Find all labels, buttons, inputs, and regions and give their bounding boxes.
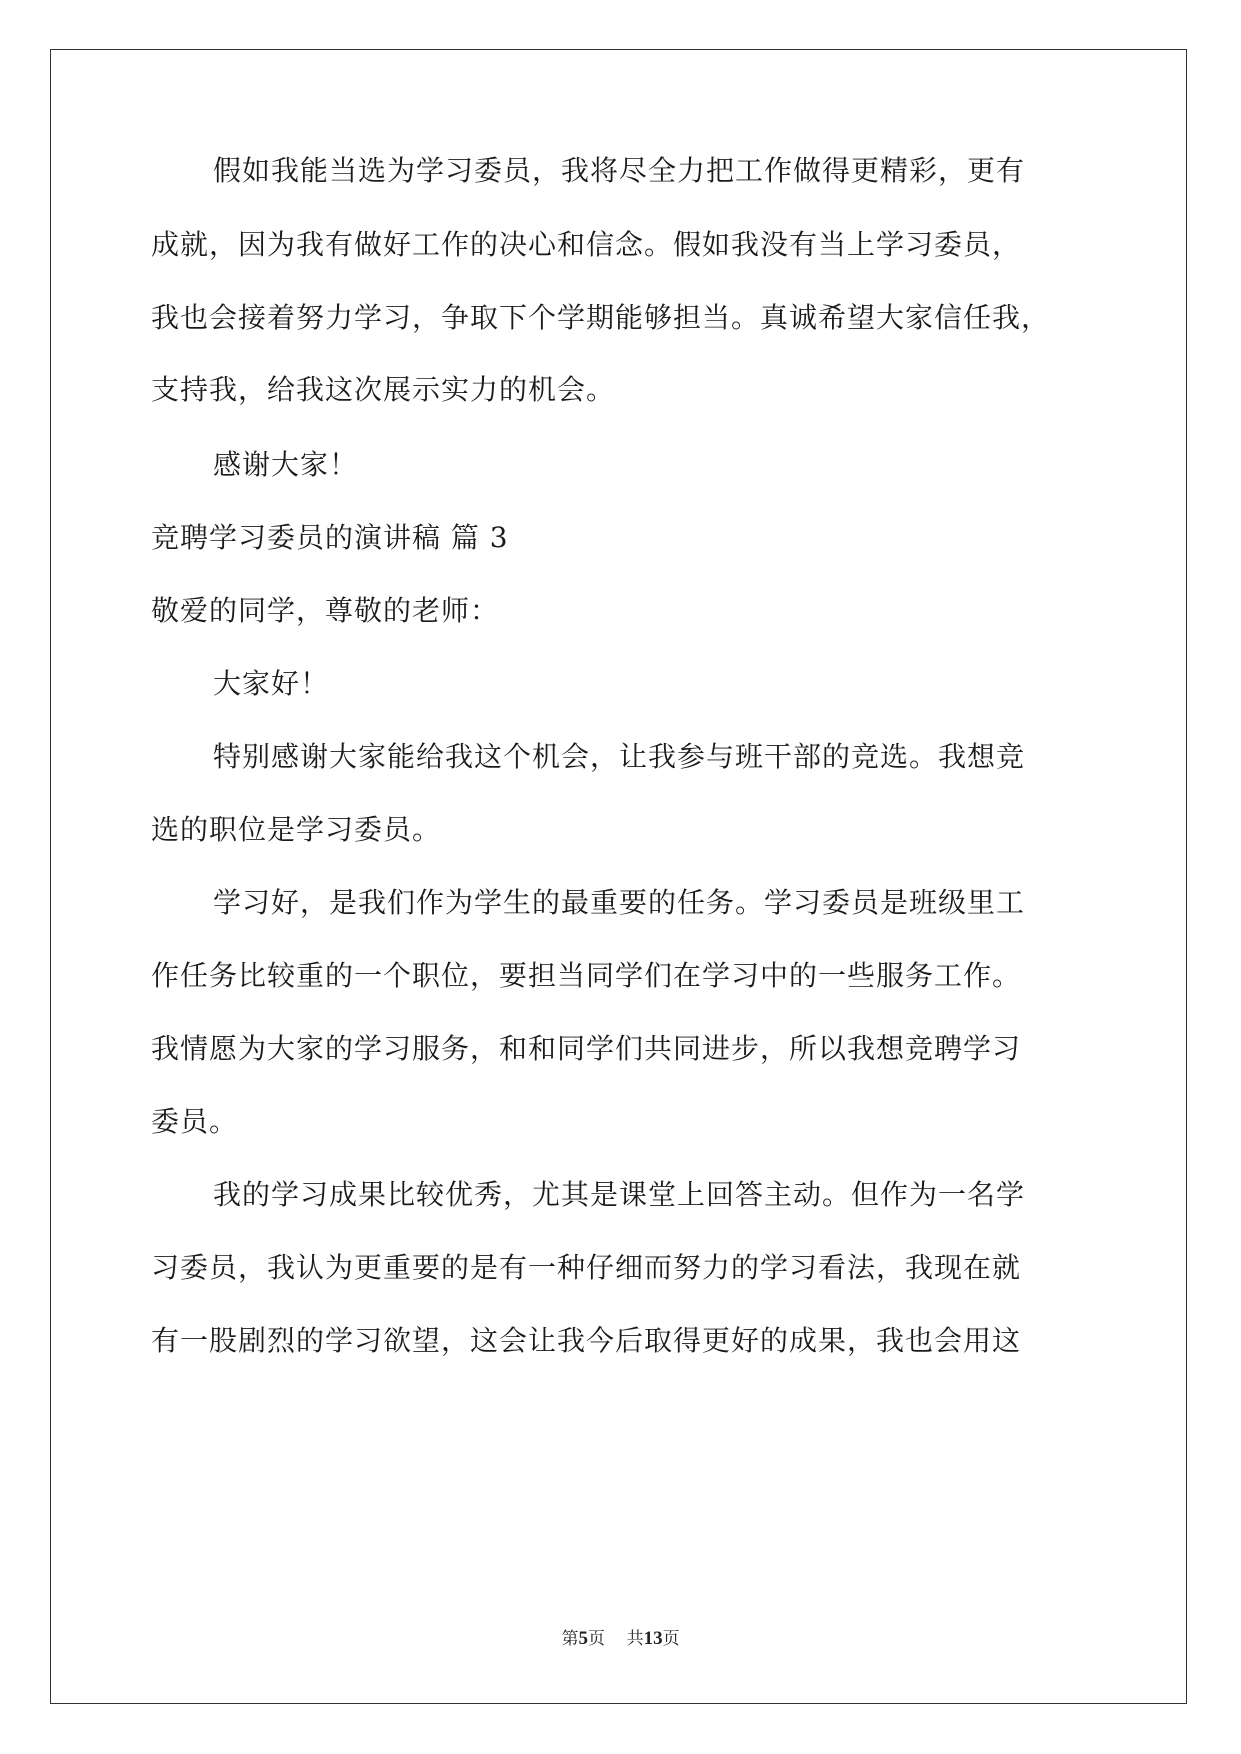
paragraph-line: 委员。 [151,1105,239,1138]
paragraph-line: 我情愿为大家的学习服务，和和同学们共同进步，所以我想竞聘学习 [151,1032,1022,1065]
salutation: 敬爱的同学，尊敬的老师： [151,594,500,627]
page-footer [0,1627,1241,1651]
page-total: 13 [643,1628,663,1649]
paragraph-line: 选的职位是学习委员。 [151,813,442,846]
paragraph-line: 支持我，给我这次展示实力的机会。 [151,373,616,406]
total-prefix: 共 [626,1629,644,1649]
paragraph-line: 习委员，我认为更重要的是有一种仔细而努力的学习看法，我现在就 [151,1251,1022,1284]
page-suffix: 页 [587,1629,605,1649]
paragraph-line: 作任务比较重的一个职位，要担当同学们在学习中的一些服务工作。 [151,959,1022,992]
page-current: 5 [578,1628,588,1649]
greeting: 大家好！ [213,667,330,700]
paragraph-line: 我也会接着努力学习，争取下个学期能够担当。真诚希望大家信任我， [151,301,1051,334]
paragraph-line: 感谢大家！ [213,448,359,481]
paragraph-line: 学习好，是我们作为学生的最重要的任务。学习委员是班级里工 [213,886,1026,919]
total-suffix: 页 [662,1629,680,1649]
section-heading: 竞聘学习委员的演讲稿 篇 3 [151,521,509,554]
paragraph-line: 假如我能当选为学习委员，我将尽全力把工作做得更精彩，更有 [213,154,1026,187]
paragraph-line: 特别感谢大家能给我这个机会，让我参与班干部的竞选。我想竞 [213,740,1026,773]
paragraph-line: 我的学习成果比较优秀，尤其是课堂上回答主动。但作为一名学 [213,1178,1026,1211]
page-prefix: 第 [561,1629,579,1649]
paragraph-line: 成就，因为我有做好工作的决心和信念。假如我没有当上学习委员， [151,228,1022,261]
paragraph-line: 有一股剧烈的学习欲望，这会让我今后取得更好的成果，我也会用这 [151,1324,1022,1357]
